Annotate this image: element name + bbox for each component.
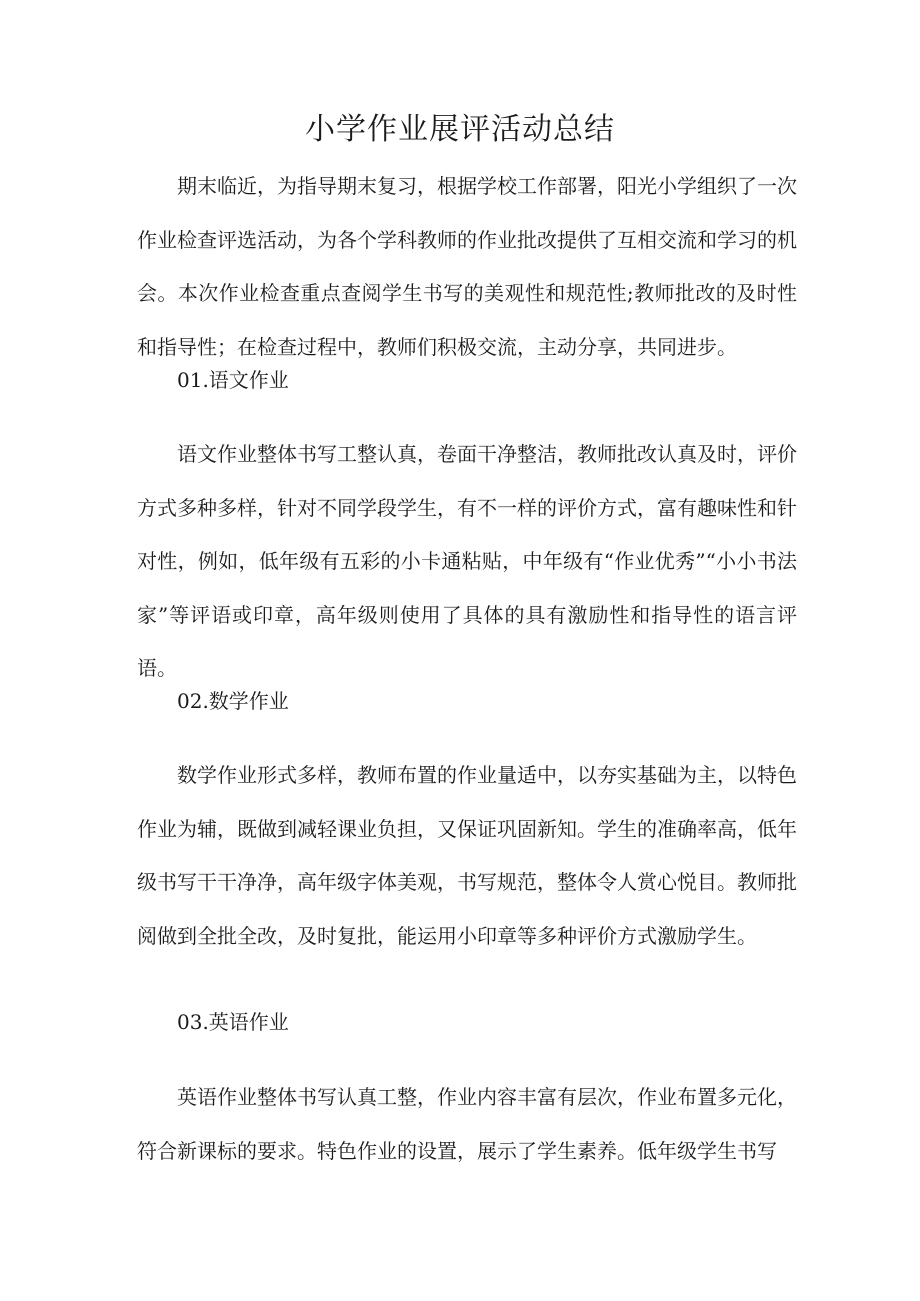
intro-paragraph: 期末临近，为指导期末复习，根据学校工作部署，阳光小学组织了一次作业检查评选活动，为各个学科教师的作业批改提供了互相交流和学习的机会。本次作业检查重点查阅学生书写的美观性和规范性;教师批改的及时性和指导性；在检查过程中，教师们积极交流，主动分享，共同进步。 [137, 174, 797, 359]
document-title: 小学作业展评活动总结 [305, 112, 615, 147]
section-body-math: 数学作业形式多样，教师布置的作业量适中，以夯实基础为主，以特色作业为辅，既做到减轻课业负担，又保证巩固新知。学生的准确率高，低年级书写干干净净，高年级字体美观，书写规范，整体令人赏心悦目。教师批阅做到全批全改，及时复批，能运用小印章等多种评价方式激励学生。 [137, 763, 797, 948]
section-heading-english: 03.英语作业 [177, 1010, 289, 1034]
section-body-chinese: 语文作业整体书写工整认真，卷面干净整洁，教师批改认真及时，评价方式多种多样，针对不同学段学生，有不一样的评价方式，富有趣味性和针对性，例如，低年级有五彩的小卡通粘贴，中年级有“作业优秀”“小小书法家”等评语或印章，高年级则使用了具体的具有激励性和指导性的语言评语。 [137, 442, 797, 681]
section-heading-math: 02.数学作业 [177, 689, 289, 713]
section-heading-chinese: 01.语文作业 [177, 368, 289, 392]
section-body-english: 英语作业整体书写认真工整，作业内容丰富有层次，作业布置多元化，符合新课标的要求。特色作业的设置，展示了学生素养。低年级学生书写 [137, 1085, 797, 1163]
